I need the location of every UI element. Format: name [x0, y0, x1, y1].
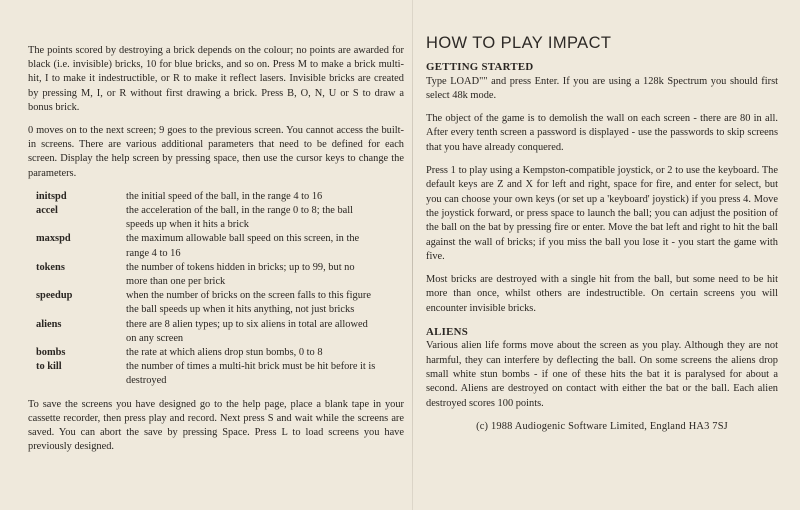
param-desc: the initial speed of the ball, in the range 4 to 16: [126, 190, 323, 202]
param-desc: there are 8 alien types; up to six aliens in total are allowed on any screen: [126, 318, 368, 344]
page-fold: [412, 0, 413, 510]
controls-paragraph: Press 1 to play using a Kempston-compatible joystick, or 2 to use the keyboard. The default keys are Z and X for left and right, space for fire, and enter for select, but you can choose your own keys (or set up a 'keyboard' joystick) if you press 4. Move the joystick forward, or press space to launch the ball; you can adjust the position of the ball on the bat by pressing fire or enter. Move the bat left and right to hit the ball against the wall of bricks; if you miss the ball you lose it - you start the game with five.: [426, 165, 778, 262]
section-heading-getting-started: GETTING STARTED: [426, 61, 534, 74]
param-name: bombs: [36, 347, 66, 359]
editor-screens-paragraph: 0 moves on to the next screen; 9 goes to the previous screen. You cannot access the built-in screens. There are various additional parameters that need to be defined for each screen. Display the help screen by pressing space, then use the cursor keys to change the parameters.: [28, 125, 404, 179]
param-desc: the rate at which aliens drop stun bombs, 0 to 8: [126, 347, 323, 359]
page-title: HOW TO PLAY IMPACT: [426, 34, 612, 52]
param-desc: when the number of bricks on the screen falls to this figure the ball speeds up when it hits anything, not just bricks: [126, 290, 371, 316]
param-desc: the number of tokens hidden in bricks; up to 99, but no more than one per brick: [126, 261, 355, 288]
section-heading-aliens: ALIENS: [426, 326, 469, 339]
loading-paragraph: Type LOAD"" and press Enter. If you are using a 128k Spectrum you should first select 48k mode.: [426, 75, 778, 101]
param-name: maxspd: [36, 233, 71, 245]
left-column: [28, 44, 404, 463]
param-desc: the number of times a multi-hit brick must be hit before it is destroyed: [126, 361, 376, 387]
param-desc: the maximum allowable ball speed on this screen, in the range 4 to 16: [126, 233, 360, 259]
param-name: accel: [36, 205, 58, 217]
aliens-paragraph: Various alien life forms move about the screen as you play. Although they are not harmful, they can interfere by deflecting the ball. On some screens the aliens drop small white stun bombs - if one of these hits the bat it is paralysed for about a second. Aliens are destroyed on contact with either the bat or the ball. Each alien destroyed scores 100 points.: [426, 340, 778, 409]
param-name: tokens: [36, 261, 65, 273]
param-name: initspd: [36, 190, 67, 202]
right-column: [426, 36, 778, 434]
editor-points-paragraph: The points scored by destroying a brick depends on the colour; no points are awarded for black (i.e. invisible) bricks, 10 for blue bricks, and so on. Press M to make a brick multi-hit, I to make it indestructible, or R to make it reflect lasers. Invisible bricks are created by pressing M, I, or R without first drawing a brick. Press B, O, N, U or S to draw a bonus brick.: [28, 45, 404, 113]
bricks-paragraph: Most bricks are destroyed with a single hit from the ball, but some need to be hit more than once, whilst others are indestructible. On certain screens you will encounter invisible bricks.: [426, 274, 778, 314]
parameter-table: [36, 190, 404, 389]
param-name: to kill: [36, 361, 62, 373]
save-screens-paragraph: To save the screens you have designed go to the help page, place a blank tape in your cassette recorder, then press play and record. Next press S and wait while the screens are saved. You can abort the save by pressing Space. Press L to load screens you have previously designed.: [28, 398, 404, 453]
copyright-footer: (c) 1988 Audiogenic Software Limited, England HA3 7SJ: [476, 420, 728, 432]
param-name: aliens: [36, 318, 62, 330]
param-name: speedup: [36, 290, 73, 302]
param-desc: the acceleration of the ball, in the range 0 to 8; the ball speeds up when it hits a brick: [126, 205, 354, 231]
objective-paragraph: The object of the game is to demolish the wall on each screen - there are 80 in all. After every tenth screen a password is displayed - use the passwords to skip screens that you have already conquered.: [426, 113, 778, 153]
